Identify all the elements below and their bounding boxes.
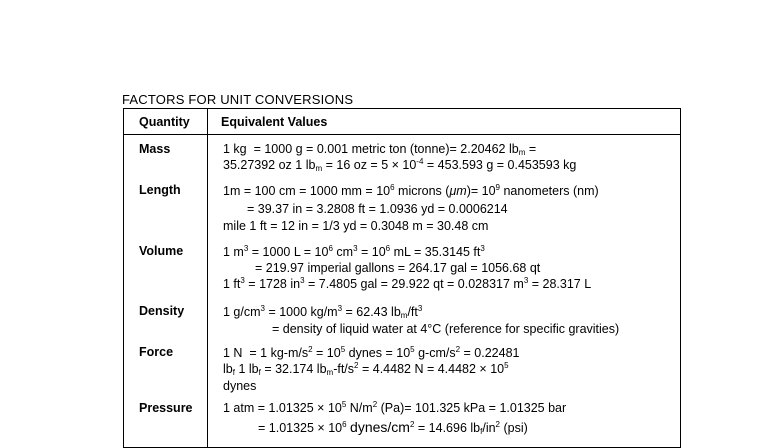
header-quantity: Quantity bbox=[139, 115, 190, 129]
force-line-1: 1 N = 1 $kg-m/s^2 = 10^5$ dynes = $10^5$ $g-cm/s^2 = 0.22481$ bbox=[223, 345, 520, 360]
header-divider bbox=[124, 134, 680, 135]
mass-line-1: 1 kg = 1000 g = 0.001 metric ton (tonne)= 2.20462 $lb_m$ = bbox=[223, 142, 537, 157]
row-quantity-mass: Mass bbox=[139, 142, 171, 156]
density-line-2: = density of liquid water at 4°C (reference for specific gravities) bbox=[272, 322, 620, 336]
row-quantity-volume: Volume bbox=[139, 244, 184, 258]
row-quantity-force: Force bbox=[139, 345, 174, 359]
pressure-line-1: 1 atm = $1.01325 \times 10^5$ $N/m^2$ (Pa)= 101.325 kPa = 1.01325 bar bbox=[223, 400, 567, 415]
row-quantity-length: Length bbox=[139, 183, 181, 197]
force-line-3: dynes bbox=[223, 379, 257, 393]
volume-line-3: 1 $ft^3 = 1728$ $in^3 = 7.4805$ gal = 29.922 qt = 0.028317 $m^3 = 28.317$ L bbox=[223, 276, 592, 291]
pressure-line-2: = $1.01325 \times 10^6$ dynes/$cm^2 = 14.696$ $lb_f/in^2$ (psi) bbox=[258, 419, 528, 436]
row-quantity-pressure: Pressure bbox=[139, 401, 193, 415]
volume-line-2: = 219.97 imperial gallons = 264.17 gal = 1056.68 qt bbox=[255, 261, 541, 275]
length-line-1: 1m = 100 cm = 1000 mm = $10^6$ microns $(\mu m)= 10^9$ nanometers (nm) bbox=[223, 183, 599, 198]
force-line-2: $lb_f$ 1 $lb_f = 32.174$ $lb_m-ft/s^2 = 4.4482$ $N = 4.4482 \times 10^5$ bbox=[223, 361, 509, 377]
header-equivalent-values: Equivalent Values bbox=[221, 115, 328, 129]
row-quantity-density: Density bbox=[139, 304, 185, 318]
length-line-2: = 39.37 in = 3.2808 ft = 1.0936 yd = 0.0006214 bbox=[247, 202, 508, 216]
mass-line-2: 35.27392 oz 1 $lb_m = 16$ oz = $5 \times 10^{-4} = 453.593$ g = 0.453593 kg bbox=[223, 157, 577, 173]
density-line-1: 1 $g/cm^3 = 1000$ $kg/m^3 = 62.43$ $lb_m/ft^3$ bbox=[223, 304, 423, 320]
conversion-table bbox=[123, 108, 681, 448]
page-title: FACTORS FOR UNIT CONVERSIONS bbox=[122, 92, 354, 107]
volume-line-1: 1 $m^3 = 1000$ $L = 10^6$ $cm^3 = 10^6$ mL = 35.3145 $ft^3$ bbox=[223, 244, 485, 259]
column-divider bbox=[207, 109, 208, 447]
length-line-3: mile 1 ft = 12 in = 1/3 yd = 0.3048 m = 30.48 cm bbox=[223, 219, 489, 233]
